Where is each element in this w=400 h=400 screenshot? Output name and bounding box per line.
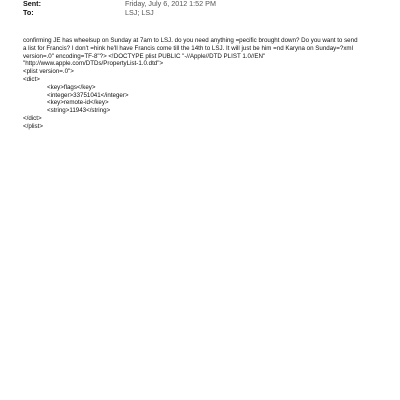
- body-line: <integer>33751041</integer>: [47, 91, 129, 99]
- body-line: <key>flags</key>: [47, 83, 96, 91]
- body-line: version=.0" encoding=TF-8"?> <!DOCTYPE plist PUBLIC "-//Apple//DTD PLIST 1.0//EN": [23, 52, 266, 60]
- body-line: "http://www.apple.com/DTDs/PropertyList-1.0.dtd">: [23, 60, 164, 68]
- body-line: a list for Francis? I don't =hink he'll have Francis come till the 14th to LSJ. It will just be him =nd Karyna on Sunday=?xml: [23, 44, 353, 52]
- body-line: <string>11943</string>: [47, 107, 111, 115]
- body-line: </dict>: [23, 114, 42, 122]
- to-value: LSJ; LSJ: [125, 8, 154, 17]
- to-label: To:: [23, 8, 34, 17]
- body-line: <plist version=.0">: [23, 68, 74, 76]
- email-body: [23, 37, 383, 131]
- body-line: <key>remote-id</key>: [47, 99, 109, 107]
- sent-value: Friday, July 6, 2012 1:52 PM: [125, 0, 216, 8]
- body-line: confirming JE has wheelsup on Sunday at 7am to LSJ. do you need anything =pecific brought down? Do you want to send: [23, 37, 358, 44]
- body-line: </plist>: [23, 122, 43, 130]
- sent-label: Sent:: [23, 0, 41, 8]
- body-line: <dict>: [23, 75, 40, 83]
